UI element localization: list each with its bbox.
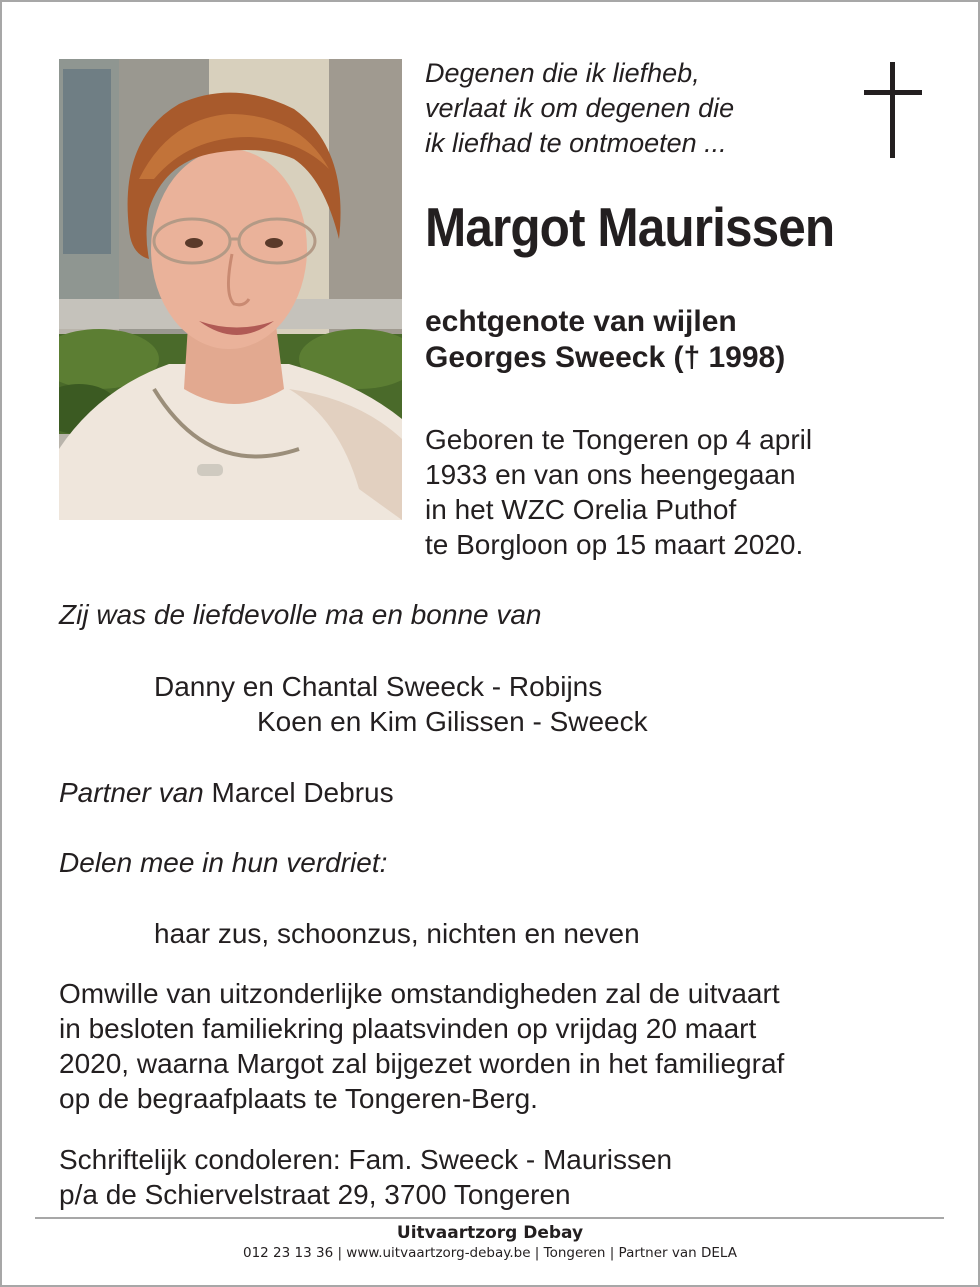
quote [425,56,734,161]
funeral-line: Omwille van uitzonderlijke omstandigheden zal de uitvaart [59,978,780,1009]
deceased-name: Margot Maurissen [425,196,835,258]
relatives: haar zus, schoonzus, nichten en neven [154,918,640,949]
condolence-line: p/a de Schiervelstraat 29, 3700 Tongeren [59,1179,571,1210]
funeral-company-name: Uitvaartzorg Debay [396,1223,584,1243]
family-intro: Zij was de liefdevolle ma en bonne van [59,599,542,630]
quote-line: ik liefhad te ontmoeten ... [425,128,727,158]
funeral-line: 2020, waarna Margot zal bijgezet worden in het familiegraf [59,1048,785,1079]
condolence-line: Schriftelijk condoleren: Fam. Sweeck - Maurissen [59,1144,673,1175]
quote-line: verlaat ik om degenen die [425,93,735,123]
partner-prefix: Partner van [59,777,204,808]
spouse-info [425,304,785,376]
partner-line [59,775,394,810]
partner-name: Marcel Debrus [203,777,394,808]
cross-icon [864,62,922,158]
share-intro: Delen mee in hun verdriet: [59,847,388,878]
portrait-photo [59,59,402,520]
born-line: 1933 en van ons heengegaan [425,459,796,490]
born-line: in het WZC Orelia Puthof [425,494,737,525]
funeral-line: in besloten familiekring plaatsvinden op vrijdag 20 maart [59,1013,757,1044]
born-line: te Borgloon op 15 maart 2020. [425,529,804,560]
spouse-line: echtgenote van wijlen [425,305,737,338]
child-line: Danny en Chantal Sweeck - Robijns [154,671,603,702]
funeral-line: op de begraafplaats te Tongeren-Berg. [59,1083,538,1114]
born-line: Geboren te Tongeren op 4 april [425,424,813,455]
spouse-line: Georges Sweeck († 1998) [425,341,786,374]
condolence-info [59,1142,672,1212]
quote-line: Degenen die ik liefheb, [425,58,700,88]
funeral-info [59,976,784,1116]
funeral-company-contact: 012 23 13 36 | www.uitvaartzorg-debay.be | Tongeren | Partner van DELA [243,1245,737,1261]
birth-death-info [425,422,812,562]
child-line: Koen en Kim Gilissen - Sweeck [257,706,648,737]
footer-divider [35,1217,944,1219]
